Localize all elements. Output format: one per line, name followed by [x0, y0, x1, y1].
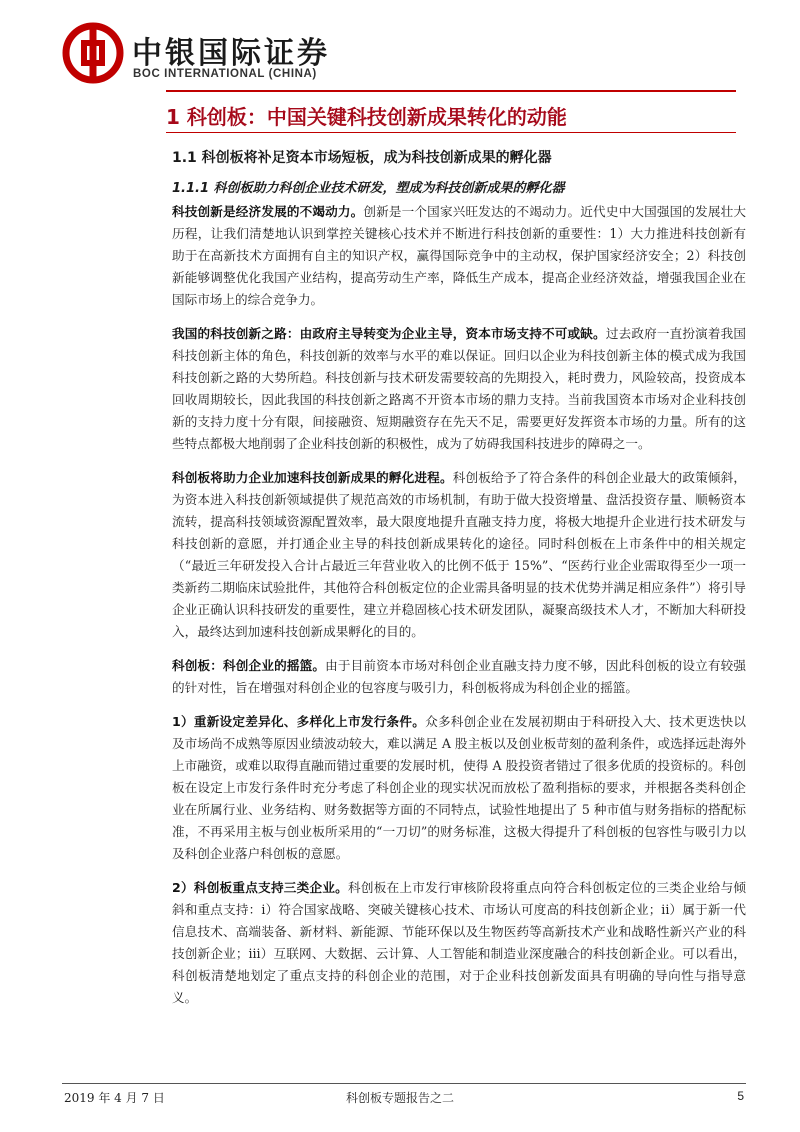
- section-heading-2: 1.1 科创板将补足资本市场短板，成为科技创新成果的孵化器: [172, 150, 552, 166]
- header-divider: [166, 90, 736, 92]
- paragraph-innovation-driver: [172, 201, 746, 311]
- heading-divider: [166, 132, 736, 133]
- paragraph-three-enterprise-types: [172, 877, 746, 1009]
- paragraph-incubation: [172, 467, 746, 643]
- paragraph-cradle: [172, 655, 746, 699]
- paragraph-lead: 我国的科技创新之路：由政府主导转变为企业主导，资本市场支持不可或缺。: [172, 326, 606, 341]
- paragraph-text: 科创板给予了符合条件的科创企业最大的政策倾斜，为资本进入科技创新领域提供了规范高效的市场机制，有助于做大投资增量、盘活投资存量、顺畅资本流转，提高科技领域资源配置效率，最大限度地提升直融支持力度，将极大地提升企业进行技术研发与科技创新的意愿，并打通企业主导的科技创新成果转化的途径。同时科创板在上市条件中的相关规定（“最近三年研发投入合计占最近三年营业收入的比例不低于 15%”、“医药行业企业需取得至少一项一类新药二期临床试验批件，其他符合科创板定位的企业需具备明显的技术优势并满足相应条件”）将引导企业正确认识科技研发的重要性，建立并稳固核心技术研发团队，凝聚高级技术人才，不断加大科研投入，最终达到加速科技创新成果孵化的目的。: [172, 470, 747, 639]
- paragraph-lead: 科创板将助力企业加速科技创新成果的孵化进程。: [172, 470, 453, 485]
- paragraph-text: 由于目前资本市场对科创企业直融支持力度不够，因此科创板的设立有较强的针对性，旨在增强对科创企业的包容度与吸引力，科创板将成为科创企业的摇篮。: [172, 658, 747, 695]
- paragraph-text: 科创板在上市发行审核阶段将重点向符合科创板定位的三类企业给与倾斜和重点支持：i）符合国家战略、突破关键核心技术、市场认可度高的科技创新企业；ii）属于新一代信息技术、高端装备、新材料、新能源、节能环保以及生物医药等高新技术产业和战略性新兴产业的科技创新企业；iii）互联网、大数据、云计算、人工智能和制造业深度融合的科技创新企业。可以看出，科创板清楚地划定了重点支持的科创企业的范围，对于企业科技创新发面具有明确的导向性与指导意义。: [172, 880, 747, 1005]
- footer-divider: [62, 1083, 746, 1084]
- footer-report-title: 科创板专题报告之二: [345, 1091, 454, 1105]
- paragraph-lead: 科创板：科创企业的摇篮。: [172, 658, 326, 673]
- section-heading-1: 1 科创板：中国关键科技创新成果转化的动能: [166, 105, 567, 129]
- page-number: 5: [737, 1089, 744, 1103]
- paragraph-text: 过去政府一直扮演着我国科技创新主体的角色，科技创新的效率与水平的难以保证。回归以企业为科技创新主体的模式成为我国科技创新之路的大势所趋。科技创新与技术研发需要较高的先期投入，耗时费力，风险较高，投资成本回收周期较长，因此我国的科技创新之路离不开资本市场的鼎力支持。当前我国资本市场对企业科技创新的支持力度十分有限，间接融资、短期融资存在先天不足，需要更好发挥资本市场的力量。所有的这些特点都极大地削弱了企业科技创新的积极性，成为了妨碍我国科技进步的障碍之一。: [172, 326, 747, 451]
- report-body: [172, 201, 746, 1021]
- paragraph-text: 创新是一个国家兴旺发达的不竭动力。近代史中大国强国的发展壮大历程，让我们清楚地认识到掌控关键核心技术并不断进行科技创新的重要性：1）大力推进科技创新有助于在高新技术方面拥有自主的知识产权，赢得国际竞争中的主动权，保护国家经济安全；2）科技创新能够调整优化我国产业结构，提高劳动生产率，降低生产成本，提高企业经济效益，增强我国企业在国际市场上的综合竞争力。: [172, 204, 747, 307]
- paragraph-listing-conditions: [172, 711, 746, 865]
- paragraph-text: 众多科创企业在发展初期由于科研投入大、技术更迭快以及市场尚不成熟等原因业绩波动较大，难以满足 A 股主板以及创业板苛刻的盈利条件，或选择远赴海外上市融资，或难以取得直融而错过重要的发展时机，使得 A 股投资者错过了很多优质的投资标的。科创板在设定上市发行条件时充分考虑了科创企业的现实状况而放松了盈利指标的要求，并根据各类科创企业在所属行业、业务结构、财务数据等方面的不同特点，试验性地提出了 5 种市值与财务指标的搭配标准，不再采用主板与创业板所采用的“一刀切”的财务标准，这极大得提升了科创板的包容性与吸引力以及科创企业落户科创板的意愿。: [172, 714, 746, 861]
- paragraph-lead: 科技创新是经济发展的不竭动力。: [172, 204, 364, 219]
- paragraph-innovation-path: [172, 323, 746, 455]
- section-heading-3: 1.1.1 科创板助力科创企业技术研发，塑成为科技创新成果的孵化器: [172, 181, 565, 196]
- boc-logo-icon: [62, 22, 124, 84]
- footer-date: 2019 年 4 月 7 日: [64, 1091, 165, 1105]
- paragraph-lead: 2）科创板重点支持三类企业。: [172, 880, 349, 895]
- company-name-cn: 中银国际证券: [132, 36, 330, 71]
- company-name-en: BOC INTERNATIONAL (CHINA): [133, 68, 317, 80]
- paragraph-lead: 1）重新设定差异化、多样化上市发行条件。: [172, 714, 426, 729]
